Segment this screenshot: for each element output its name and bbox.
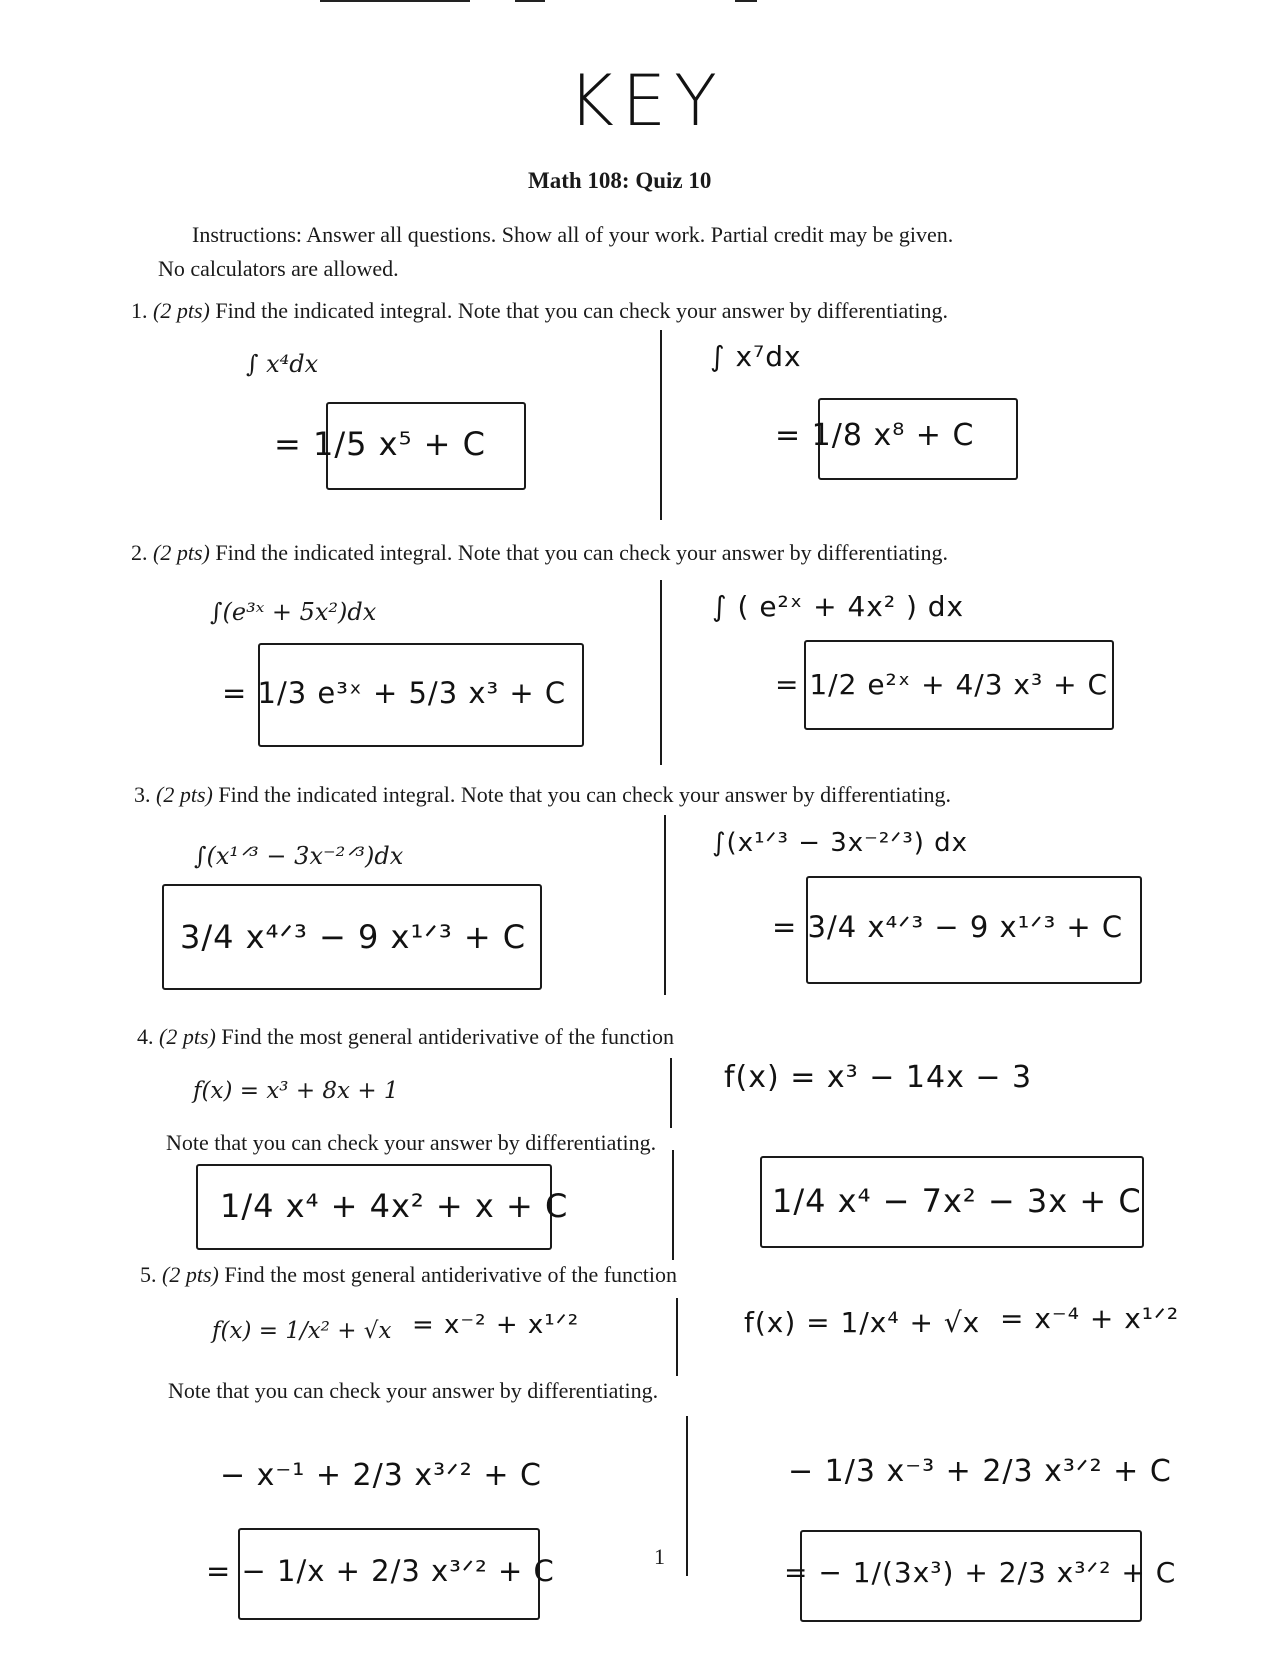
q5-right-work: − 1/3 x⁻³ + 2/3 x³ᐟ² + C — [788, 1454, 1172, 1489]
divider-line — [664, 815, 666, 995]
page-number: 1 — [654, 1544, 665, 1569]
q4-right-function: f(x) = x³ − 14x − 3 — [724, 1060, 1033, 1095]
divider-line — [676, 1298, 678, 1376]
question-number: 3. — [134, 782, 151, 807]
divider-line — [660, 580, 662, 765]
q1-left-problem: ∫ x⁴dx — [246, 350, 319, 378]
question-prompt: Find the most general antiderivative of the function — [224, 1262, 678, 1287]
instructions-line-1: Instructions: Answer all questions. Show all of your work. Partial credit may be given. — [192, 222, 954, 247]
question-points: (2 pts) — [153, 298, 210, 323]
question-number: 1. — [131, 298, 148, 323]
q3-left-problem: ∫(x¹ᐟ³ − 3x⁻²ᐟ³)dx — [194, 842, 404, 870]
q2-right-problem: ∫ ( e²ˣ + 4x² ) dx — [712, 590, 965, 623]
question-prompt: Find the indicated integral. Note that you can check your answer by differentiating. — [215, 298, 949, 323]
question-points: (2 pts) — [162, 1262, 219, 1287]
question-prompt: Find the indicated integral. Note that you can check your answer by differentiating. — [215, 540, 949, 565]
divider-line — [686, 1416, 688, 1576]
scan-edge-mark — [515, 0, 545, 2]
question-3-heading — [134, 782, 951, 808]
q2-left-problem: ∫(e³ˣ + 5x²)dx — [210, 598, 377, 626]
divider-line — [660, 330, 662, 520]
question-points: (2 pts) — [159, 1024, 216, 1049]
q5-left-function: f(x) = 1/x² + √x — [212, 1318, 392, 1344]
question-prompt: Find the indicated integral. Note that you can check your answer by differentiating. — [218, 782, 952, 807]
q2-right-answer: = 1/2 e²ˣ + 4/3 x³ + C — [775, 668, 1109, 701]
q1-left-answer: = 1/5 x⁵ + C — [274, 425, 486, 463]
scan-edge-mark — [320, 0, 470, 2]
q5-note: Note that you can check your answer by differentiating. — [168, 1378, 659, 1403]
divider-line — [670, 1058, 672, 1128]
q5-left-work: − x⁻¹ + 2/3 x³ᐟ² + C — [220, 1458, 542, 1493]
q3-right-problem: ∫(x¹ᐟ³ − 3x⁻²ᐟ³) dx — [712, 828, 969, 858]
question-1-heading — [131, 298, 948, 324]
q5-left-answer: = − 1/x + 2/3 x³ᐟ² + C — [206, 1554, 555, 1588]
q4-note: Note that you can check your answer by differentiating. — [166, 1130, 657, 1155]
q5-left-function-rewrite: = x⁻² + x¹ᐟ² — [412, 1310, 580, 1340]
question-2-heading — [131, 540, 948, 566]
q4-left-answer: 1/4 x⁴ + 4x² + x + C — [220, 1187, 569, 1225]
question-prompt: Find the most general antiderivative of the function — [221, 1024, 675, 1049]
question-number: 4. — [137, 1024, 154, 1049]
instructions-line-2: No calculators are allowed. — [158, 256, 399, 281]
q4-left-function: f(x) = x³ + 8x + 1 — [193, 1078, 399, 1104]
question-5-heading — [140, 1262, 677, 1288]
q1-right-answer: = 1/8 x⁸ + C — [775, 418, 975, 453]
question-number: 2. — [131, 540, 148, 565]
scan-edge-mark — [735, 0, 757, 2]
question-number: 5. — [140, 1262, 157, 1287]
question-4-heading — [137, 1024, 674, 1050]
q5-right-function: f(x) = 1/x⁴ + √x — [744, 1306, 981, 1339]
q5-right-answer: = − 1/(3x³) + 2/3 x³ᐟ² + C — [784, 1556, 1177, 1589]
q2-left-answer: = 1/3 e³ˣ + 5/3 x³ + C — [222, 676, 567, 710]
question-points: (2 pts) — [153, 540, 210, 565]
q3-right-answer: = 3/4 x⁴ᐟ³ − 9 x¹ᐟ³ + C — [772, 910, 1124, 944]
question-points: (2 pts) — [156, 782, 213, 807]
page-title: Math 108: Quiz 10 — [528, 168, 712, 193]
q1-right-problem: ∫ x⁷dx — [710, 340, 802, 373]
q3-left-answer: 3/4 x⁴ᐟ³ − 9 x¹ᐟ³ + C — [180, 918, 527, 956]
divider-line — [672, 1150, 674, 1260]
q4-right-answer: 1/4 x⁴ − 7x² − 3x + C — [772, 1182, 1142, 1220]
q5-right-function-rewrite: = x⁻⁴ + x¹ᐟ² — [1000, 1302, 1180, 1335]
key-handwritten-title: KEY — [568, 60, 725, 142]
